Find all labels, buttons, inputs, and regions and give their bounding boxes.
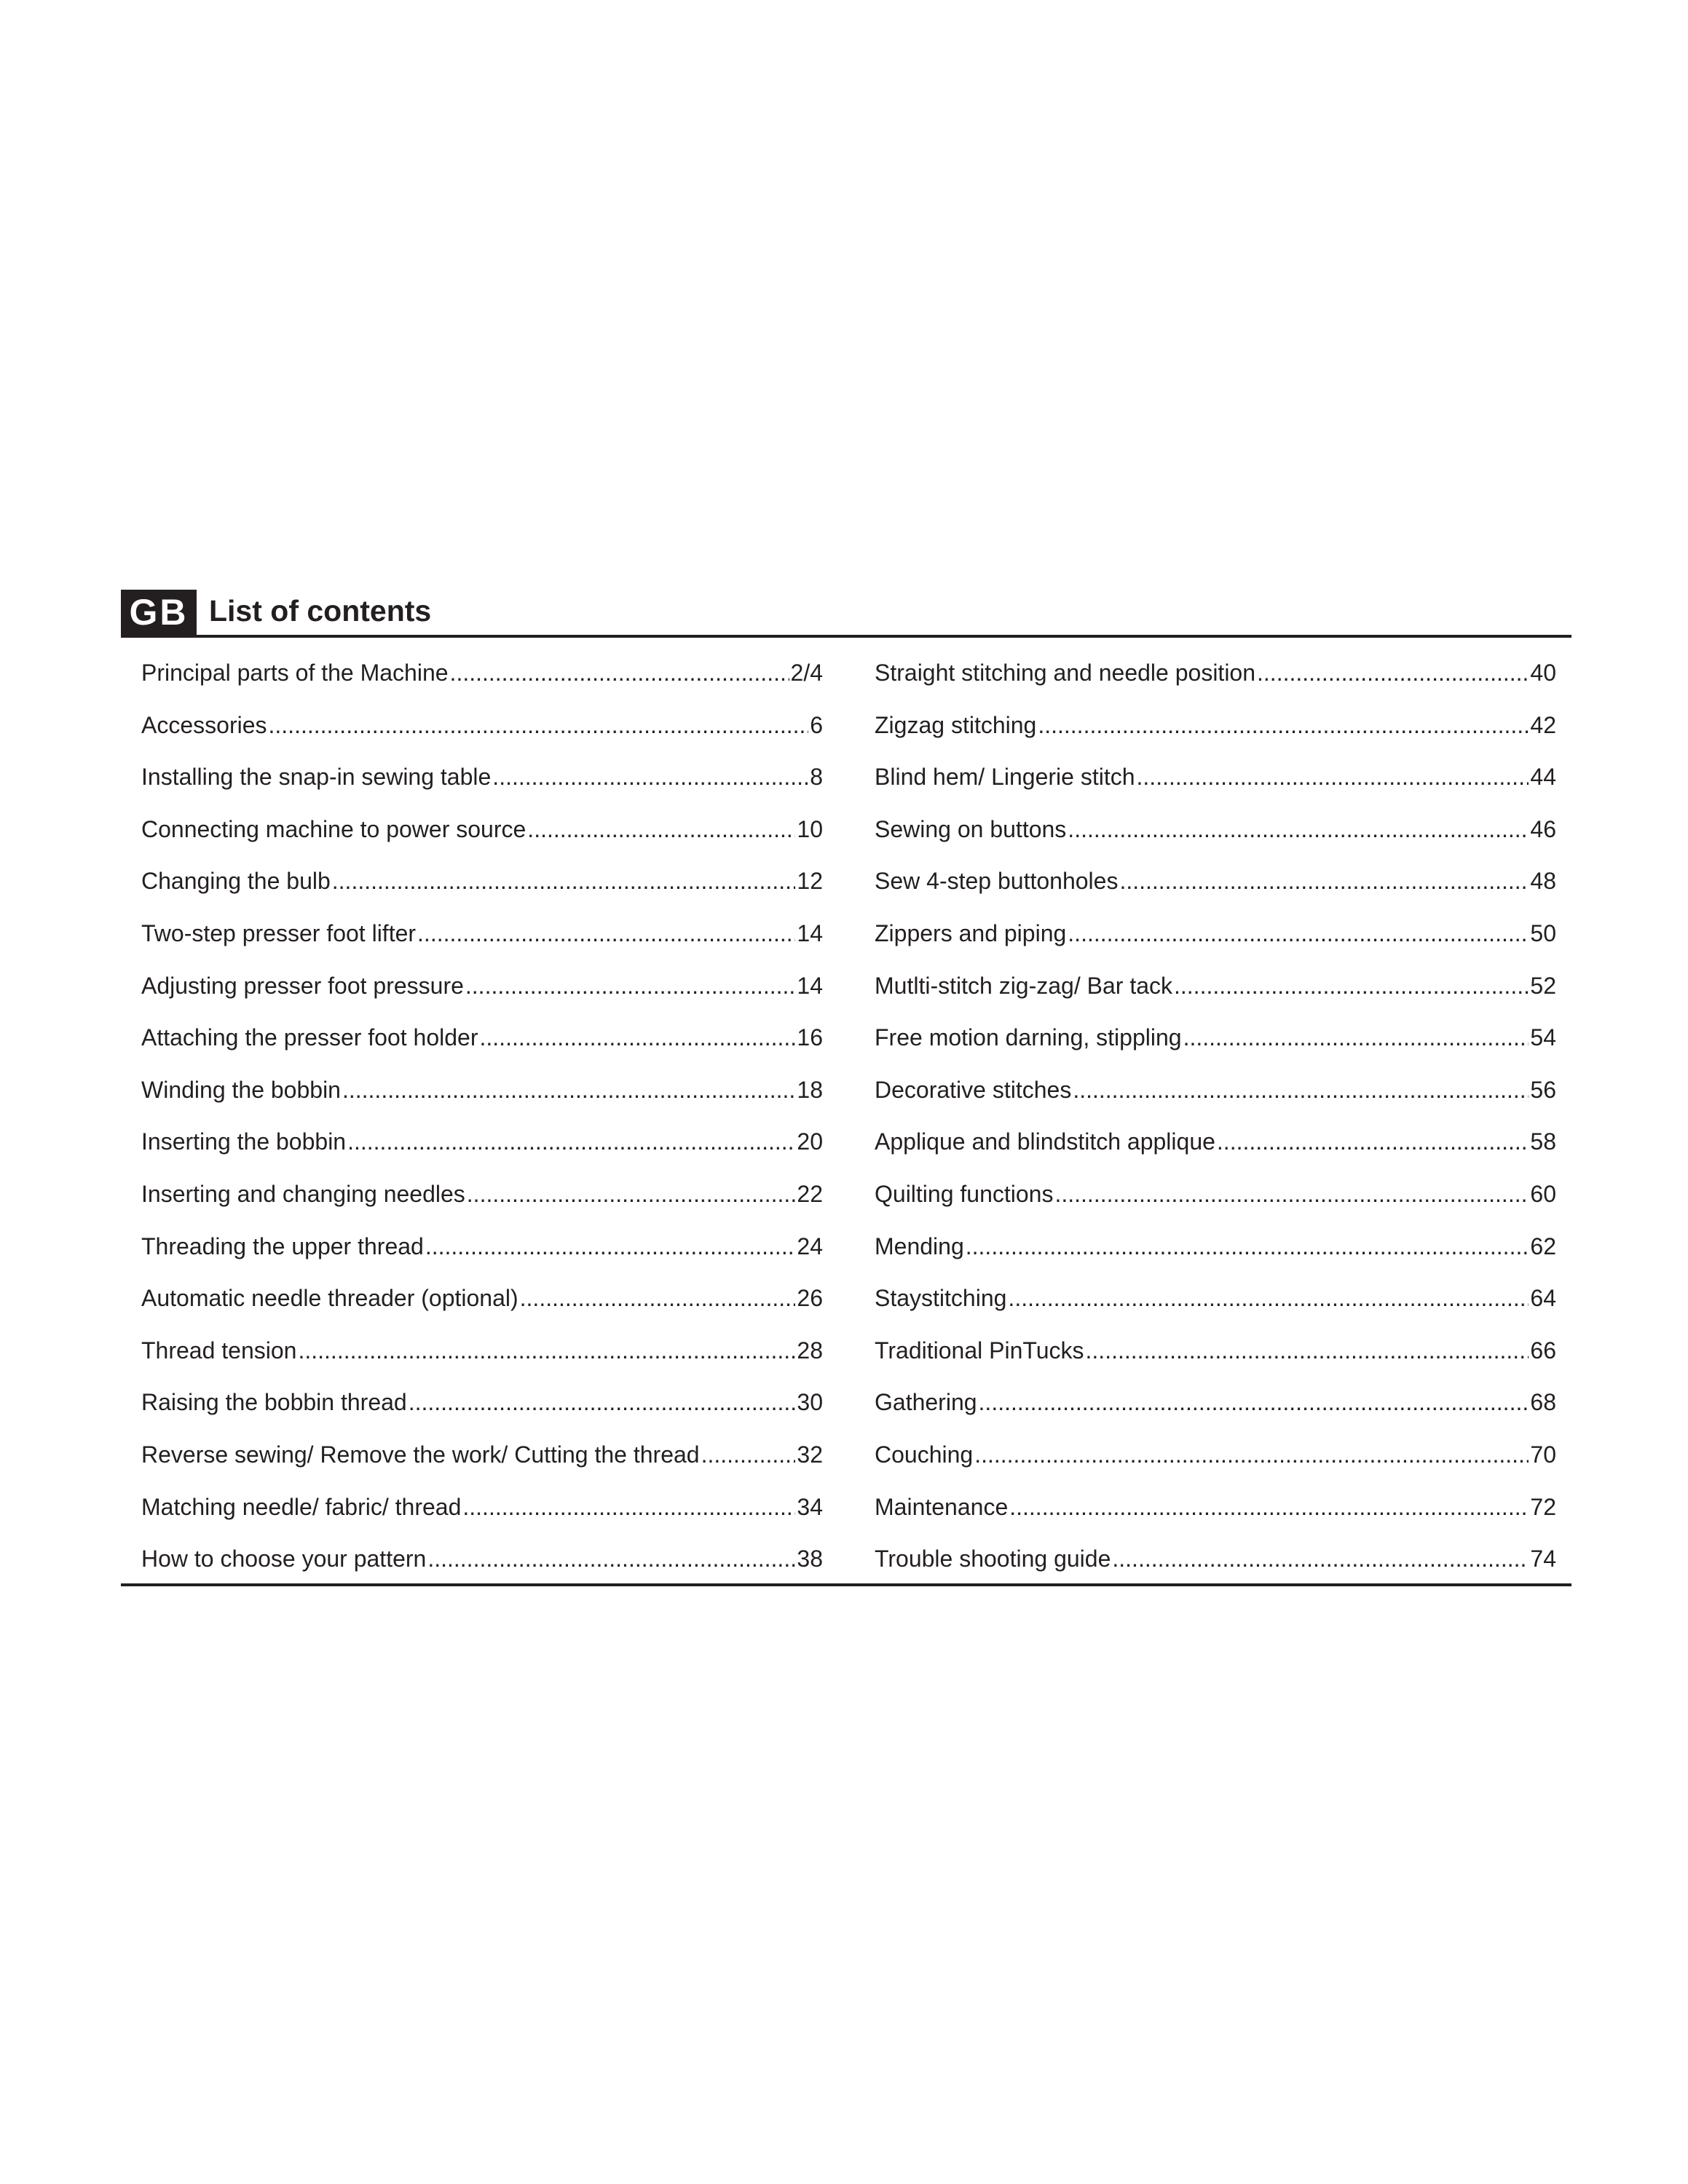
toc-entry[interactable] [141, 916, 823, 968]
toc-entry[interactable] [875, 1281, 1556, 1333]
toc-entry[interactable] [875, 916, 1556, 968]
toc-entry-page: 52 [1530, 972, 1556, 999]
toc-entry[interactable] [141, 1229, 823, 1281]
dot-leader [450, 655, 789, 690]
dot-leader [409, 1385, 796, 1420]
dot-leader [1137, 759, 1529, 794]
toc-entry-title: Reverse sewing/ Remove the work/ Cutting the thread [141, 1441, 700, 1468]
toc-entry[interactable] [875, 1437, 1556, 1489]
dot-leader [1009, 1489, 1529, 1524]
toc-entry[interactable] [141, 812, 823, 864]
toc-column-left [141, 655, 823, 1594]
dot-leader [966, 1229, 1529, 1264]
dot-leader [1086, 1333, 1529, 1368]
toc-entry-title: Raising the bobbin thread [141, 1389, 407, 1416]
toc-entry[interactable] [875, 1333, 1556, 1385]
toc-entry-page: 56 [1530, 1076, 1556, 1103]
toc-entry[interactable] [875, 759, 1556, 812]
toc-entry[interactable] [875, 863, 1556, 916]
dot-leader [1073, 1072, 1529, 1107]
toc-entry-page: 18 [797, 1076, 823, 1103]
toc-entry-page: 38 [797, 1546, 823, 1572]
toc-entry-title: Winding the bobbin [141, 1076, 341, 1103]
dot-leader [342, 1072, 795, 1107]
toc-entry-title: Sew 4-step buttonholes [875, 868, 1119, 895]
toc-entry-page: 34 [797, 1493, 823, 1520]
toc-entry-title: Threading the upper thread [141, 1233, 424, 1259]
toc-entry-page: 62 [1530, 1233, 1556, 1259]
toc-entry[interactable] [875, 1385, 1556, 1437]
dot-leader [332, 863, 796, 898]
toc-entry[interactable] [141, 1020, 823, 1072]
toc-entry-page: 20 [797, 1128, 823, 1155]
dot-leader [1217, 1124, 1529, 1159]
dot-leader [1257, 655, 1529, 690]
toc-entry-page: 14 [797, 919, 823, 946]
dot-leader [462, 1489, 795, 1524]
toc-entry-title: Adjusting presser foot pressure [141, 972, 464, 999]
language-badge: GB [121, 590, 197, 635]
toc-entry-title: Installing the snap-in sewing table [141, 764, 492, 791]
toc-entry[interactable] [141, 1385, 823, 1437]
toc-entry-title: How to choose your pattern [141, 1546, 427, 1572]
toc-entry-title: Thread tension [141, 1337, 297, 1364]
toc-entry-title: Principal parts of the Machine [141, 660, 449, 686]
toc-body [121, 638, 1571, 1586]
toc-entry-title: Automatic needle threader (optional) [141, 1285, 518, 1312]
dot-leader [465, 968, 796, 1003]
dot-leader [1174, 968, 1529, 1003]
toc-entry-title: Zippers and piping [875, 919, 1067, 946]
dot-leader [480, 1020, 796, 1055]
toc-entry-title: Two-step presser foot lifter [141, 919, 417, 946]
dot-leader [974, 1437, 1529, 1472]
toc-entry-page: 64 [1530, 1285, 1556, 1312]
toc-entry-title: Couching [875, 1441, 974, 1468]
toc-entry[interactable] [875, 812, 1556, 864]
toc-entry-page: 32 [797, 1441, 823, 1468]
dot-leader [347, 1124, 795, 1159]
toc-entry-title: Accessories [141, 711, 267, 738]
toc-entry[interactable] [141, 1333, 823, 1385]
toc-entry-page: 66 [1530, 1337, 1556, 1364]
toc-entry[interactable] [141, 1281, 823, 1333]
toc-entry[interactable] [141, 759, 823, 812]
dot-leader [701, 1437, 796, 1472]
table-of-contents [121, 590, 1571, 1586]
toc-entry[interactable] [141, 1124, 823, 1176]
toc-entry-page: 58 [1530, 1128, 1556, 1155]
toc-entry-page: 14 [797, 972, 823, 999]
dot-leader [298, 1333, 795, 1368]
toc-entry[interactable] [141, 708, 823, 760]
toc-entry-page: 74 [1530, 1546, 1556, 1572]
toc-entry-page: 50 [1530, 919, 1556, 946]
toc-entry-page: 16 [797, 1024, 823, 1051]
dot-leader [417, 916, 795, 951]
toc-entry[interactable] [875, 655, 1556, 708]
toc-entry-page: 26 [797, 1285, 823, 1312]
toc-entry-title: Inserting and changing needles [141, 1180, 465, 1207]
toc-entry-title: Decorative stitches [875, 1076, 1072, 1103]
toc-entry-title: Inserting the bobbin [141, 1128, 347, 1155]
toc-entry-page: 30 [797, 1389, 823, 1416]
toc-entry-title: Matching needle/ fabric/ thread [141, 1493, 462, 1520]
toc-entry-page: 8 [810, 764, 823, 791]
toc-entry[interactable] [141, 655, 823, 708]
dot-leader [520, 1281, 796, 1315]
dot-leader [1068, 812, 1529, 847]
toc-entry-page: 42 [1530, 711, 1556, 738]
toc-entry-title: Straight stitching and needle position [875, 660, 1256, 686]
dot-leader [1068, 916, 1529, 951]
dot-leader [1054, 1176, 1529, 1211]
toc-entry-page: 2/4 [790, 660, 823, 686]
toc-entry-page: 12 [797, 868, 823, 895]
toc-entry-title: Trouble shooting guide [875, 1546, 1111, 1572]
toc-entry-page: 46 [1530, 815, 1556, 842]
toc-entry[interactable] [875, 1176, 1556, 1229]
toc-entry-page: 70 [1530, 1441, 1556, 1468]
dot-leader [1038, 708, 1529, 743]
toc-entry-title: Gathering [875, 1389, 977, 1416]
toc-entry-title: Changing the bulb [141, 868, 331, 895]
toc-entry[interactable] [875, 968, 1556, 1021]
toc-entry-title: Maintenance [875, 1493, 1009, 1520]
toc-entry-title: Sewing on buttons [875, 815, 1067, 842]
toc-entry-title: Mending [875, 1233, 964, 1259]
page-title: List of contents [209, 594, 432, 628]
toc-entry-title: Traditional PinTucks [875, 1337, 1084, 1364]
toc-entry[interactable] [875, 1541, 1556, 1594]
toc-entry[interactable] [875, 1072, 1556, 1125]
toc-entry[interactable] [141, 1489, 823, 1542]
dot-leader [1008, 1281, 1529, 1315]
toc-entry-page: 54 [1530, 1024, 1556, 1051]
toc-entry[interactable] [141, 1541, 823, 1594]
toc-entry-title: Attaching the presser foot holder [141, 1024, 478, 1051]
toc-entry[interactable] [875, 1489, 1556, 1542]
toc-entry-title: Connecting machine to power source [141, 815, 526, 842]
toc-entry-page: 40 [1530, 660, 1556, 686]
toc-entry-page: 68 [1530, 1389, 1556, 1416]
dot-leader [1183, 1020, 1529, 1055]
toc-entry[interactable] [141, 1437, 823, 1489]
dot-leader [427, 1541, 795, 1576]
toc-entry[interactable] [875, 1020, 1556, 1072]
toc-entry[interactable] [141, 1176, 823, 1229]
toc-entry-title: Mutlti-stitch zig-zag/ Bar tack [875, 972, 1172, 999]
dot-leader [1119, 863, 1529, 898]
toc-column-right [875, 655, 1556, 1594]
toc-entry[interactable] [141, 863, 823, 916]
dot-leader [467, 1176, 796, 1211]
dot-leader [425, 1229, 796, 1264]
toc-header [121, 590, 1571, 638]
toc-entry-page: 44 [1530, 764, 1556, 791]
toc-entry-title: Quilting functions [875, 1180, 1054, 1207]
dot-leader [979, 1385, 1529, 1420]
toc-entry-page: 72 [1530, 1493, 1556, 1520]
toc-entry-page: 22 [797, 1180, 823, 1207]
toc-entry[interactable] [875, 1124, 1556, 1176]
toc-entry-title: Applique and blindstitch applique [875, 1128, 1215, 1155]
toc-entry-page: 10 [797, 815, 823, 842]
toc-entry[interactable] [141, 1072, 823, 1125]
toc-entry-title: Blind hem/ Lingerie stitch [875, 764, 1135, 791]
toc-entry-page: 28 [797, 1337, 823, 1364]
toc-entry-title: Zigzag stitching [875, 711, 1037, 738]
dot-leader [269, 708, 809, 743]
toc-entry-title: Free motion darning, stippling [875, 1024, 1182, 1051]
toc-entry-page: 60 [1530, 1180, 1556, 1207]
dot-leader [527, 812, 795, 847]
toc-entry-page: 48 [1530, 868, 1556, 895]
toc-entry-title: Staystitching [875, 1285, 1007, 1312]
toc-entry-page: 6 [810, 711, 823, 738]
dot-leader [1112, 1541, 1529, 1576]
dot-leader [492, 759, 808, 794]
toc-entry[interactable] [875, 1229, 1556, 1281]
toc-entry[interactable] [875, 708, 1556, 760]
toc-entry-page: 24 [797, 1233, 823, 1259]
toc-entry[interactable] [141, 968, 823, 1021]
